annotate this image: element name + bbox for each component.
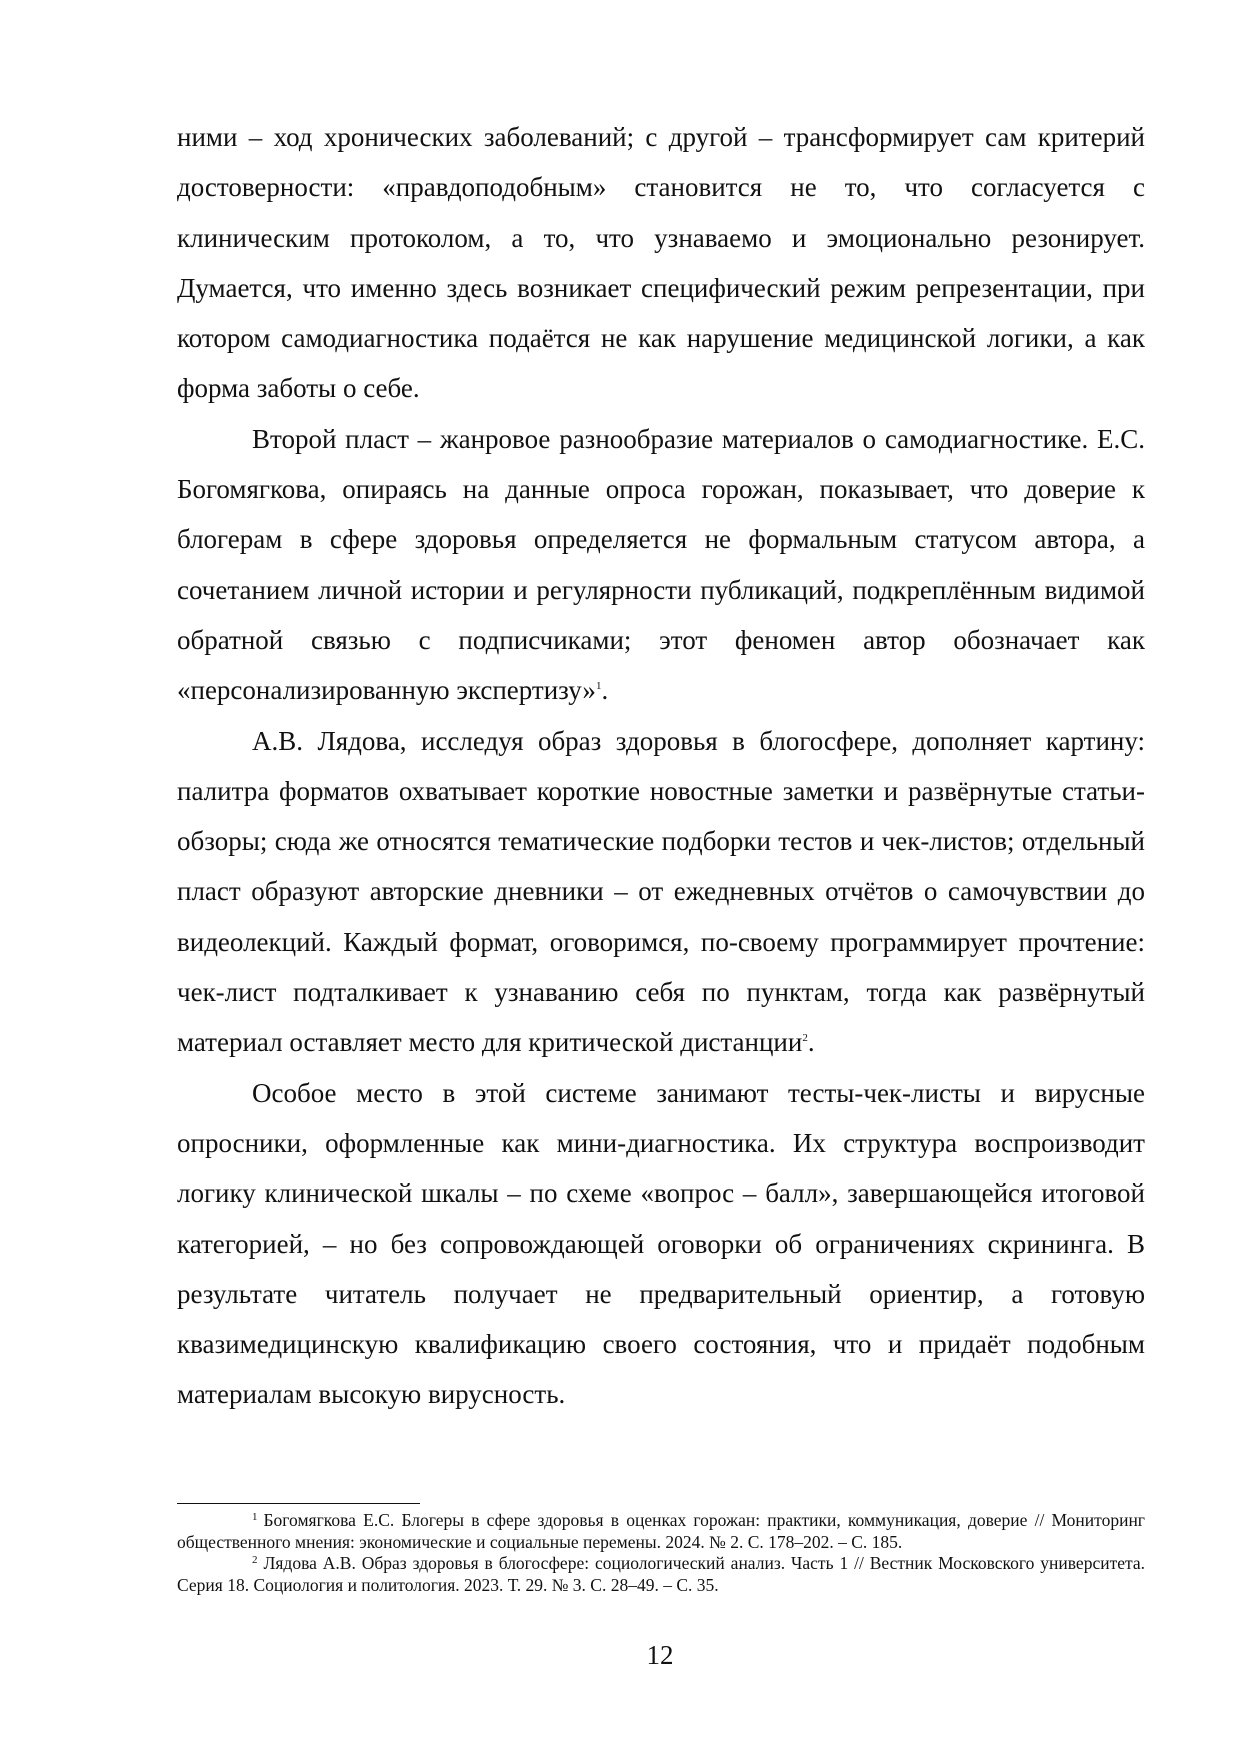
- paragraph-4: [177, 1068, 1145, 1420]
- body-text: [177, 112, 1145, 1420]
- footnote-ref-2[interactable]: 2: [802, 1032, 808, 1045]
- paragraph-3: [177, 716, 1145, 1068]
- paragraph-2-text: Второй пласт – жанровое разнообразие материалов о самодиагностике. Е.С. Богомягкова, опираясь на данные опроса горожан, показывает, что доверие к блогерам в сфере здоровья определяется не формальным статусом автора, а сочетанием личной истории и регулярности публикаций, подкреплённым видимой обратной связью с подписчиками; этот феномен автор обозначает как «персонализированную экспертизу»: [177, 423, 1145, 706]
- paragraph-3-end: .: [807, 1027, 815, 1058]
- paragraph-1: [177, 112, 1145, 414]
- footnote-1: [177, 1510, 1145, 1553]
- footnote-2-text: Лядова А.В. Образ здоровья в блогосфере: социологический анализ. Часть 1 // Вестник Московского университета. Серия 18. Социология и политология. 2023. Т. 29. № 3. С. 28–49. – С. 35.: [177, 1553, 1145, 1595]
- paragraph-4-text: Особое место в этой системе занимают тесты-чек-листы и вирусные опросники, оформленные как мини-диагностика. Их структура воспроизводит логику клинической шкалы – по схеме «вопрос – балл», завершающейся итоговой категорией, – но без сопровождающей оговорки об ограничениях скрининга. В результате читатель получает не предварительный ориентир, а готовую квазимедицинскую квалификацию своего состояния, что и придаёт подобным материалам высокую вирусность.: [177, 1077, 1145, 1410]
- footnote-separator: [177, 1503, 420, 1504]
- paragraph-1-text: ними – ход хронических заболеваний; с другой – трансформирует сам критерий достоверности: «правдоподобным» становится не то, что согласуется с клиническим протоколом, а то, что узнаваемо и эмоционально резонирует. Думается, что именно здесь возникает специфический режим репрезентации, при котором самодиагностика подаётся не как нарушение медицинской логики, а как форма заботы о себе.: [177, 122, 1145, 404]
- footnotes: [177, 1510, 1145, 1596]
- paragraph-2-end: .: [601, 675, 609, 706]
- paragraph-2: [177, 414, 1145, 716]
- footnote-ref-1[interactable]: 1: [595, 680, 602, 693]
- footnote-2: [177, 1553, 1145, 1596]
- footnote-1-number: 1: [252, 1510, 258, 1523]
- page-number: 12: [646, 1640, 674, 1670]
- footnote-1-text: Богомягкова Е.С. Блогеры в сфере здоровья в оценках горожан: практики, коммуникация, доверие // Мониторинг общественного мнения: экономические и социальные перемены. 2024. № 2. С. 178–202. – С. 185.: [177, 1510, 1145, 1552]
- footnote-2-number: 2: [252, 1553, 258, 1566]
- paragraph-3-text: А.В. Лядова, исследуя образ здоровья в блогосфере, дополняет картину: палитра форматов охватывает короткие новостные заметки и развёрнутые статьи-обзоры; сюда же относятся тематические подборки тестов и чек-листов; отдельный пласт образуют авторские дневники – от ежедневных отчётов о самочувствии до видеолекций. Каждый формат, оговоримся, по-своему программирует прочтение: чек-лист подталкивает к узнаванию себя по пунктам, тогда как развёрнутый материал оставляет место для критической дистанции: [177, 725, 1145, 1058]
